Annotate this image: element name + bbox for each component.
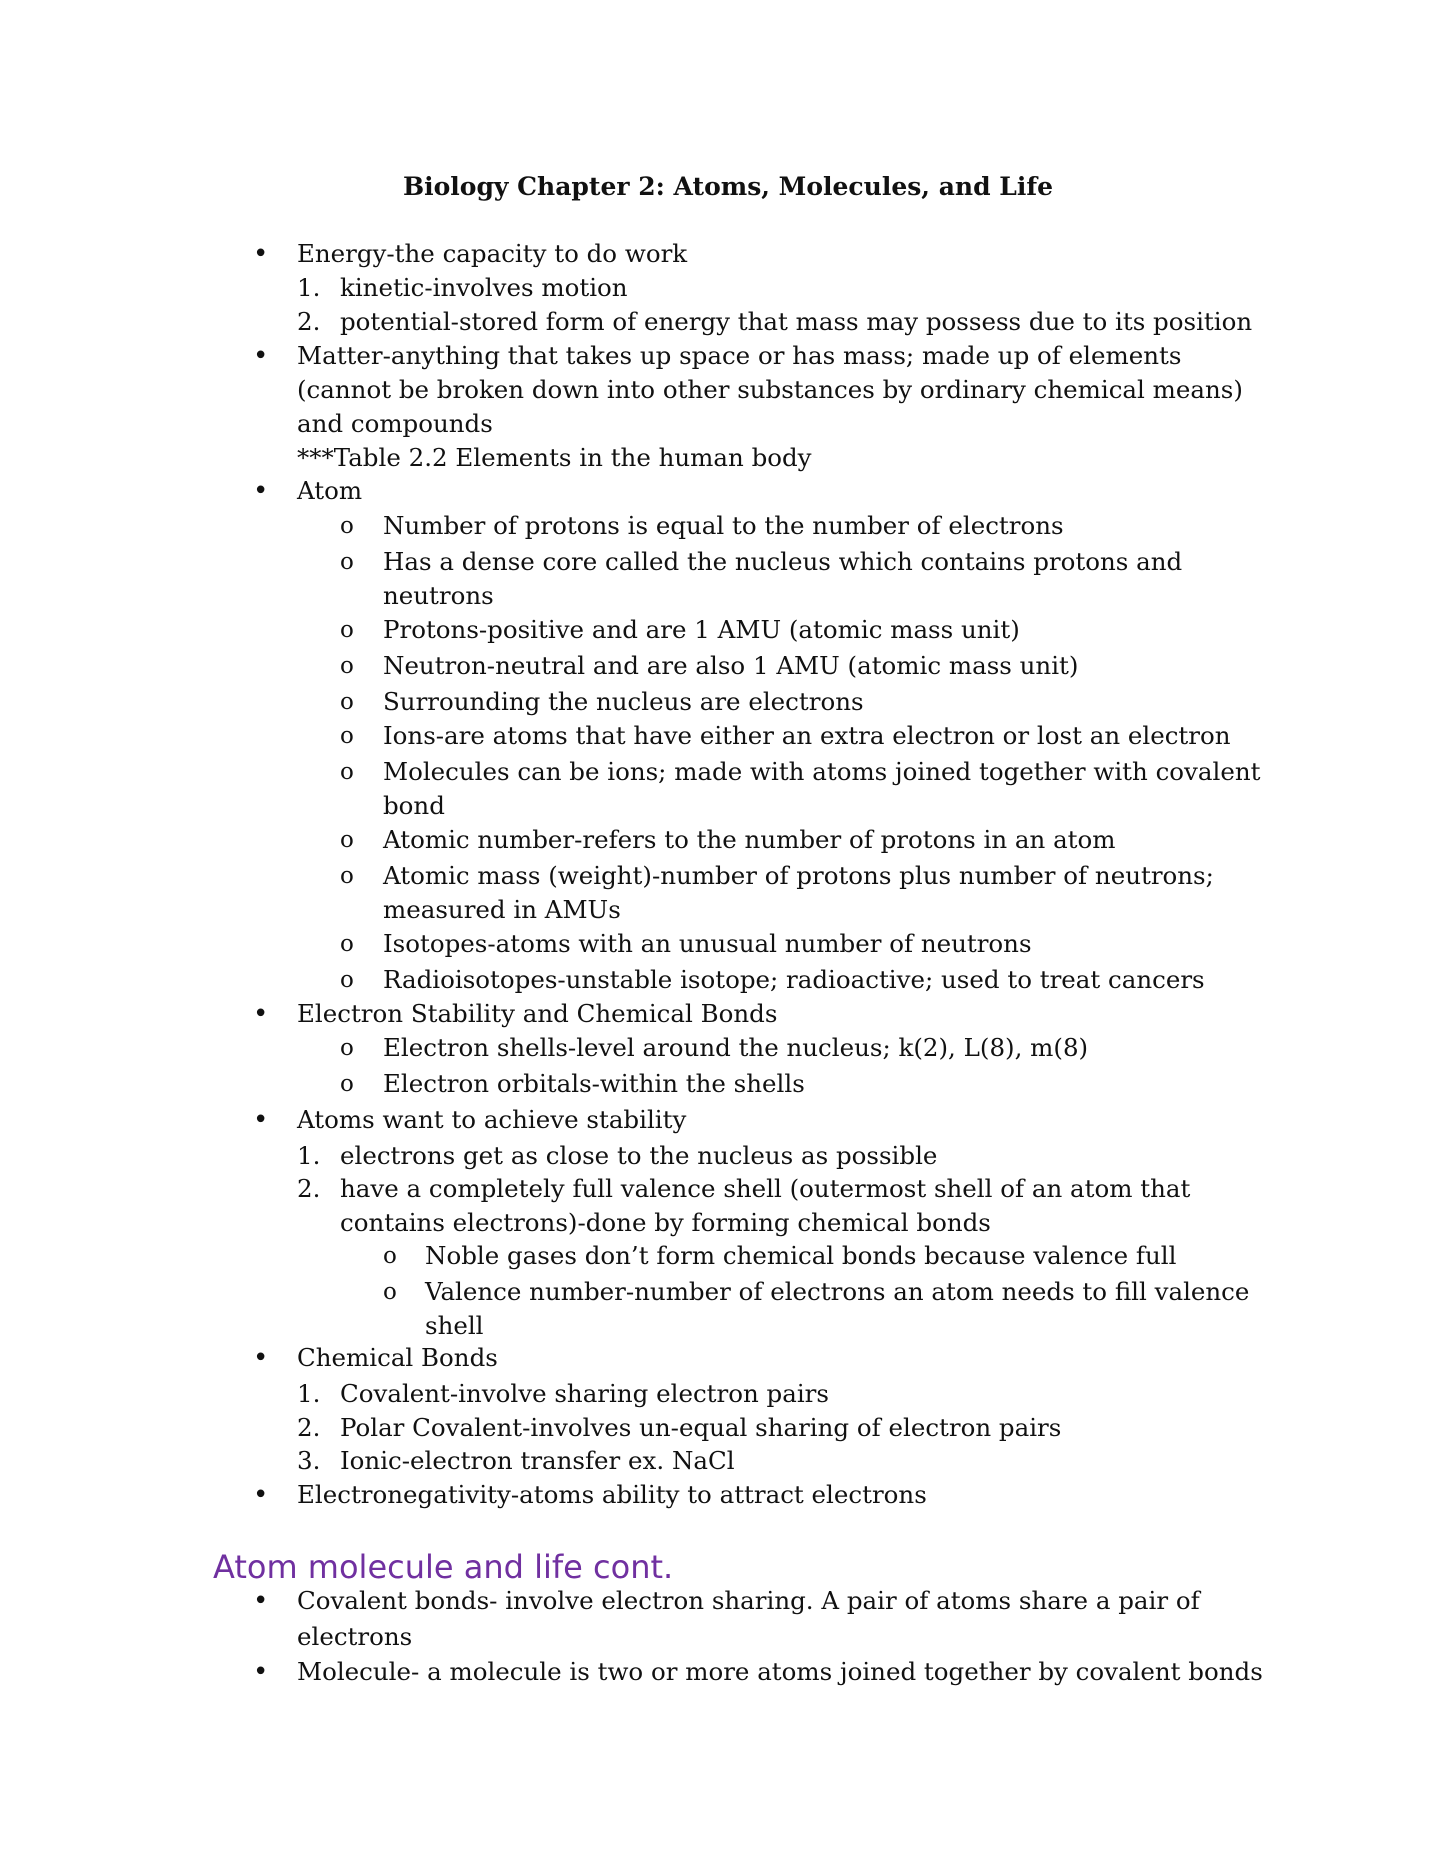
list-item-text: Number of protons is equal to the number of electrons: [383, 511, 1064, 540]
list-item-text: Atom: [297, 476, 363, 505]
sub-bullet-marker: o: [340, 689, 354, 715]
list-item-text: Covalent bonds- involve electron sharing. A pair of atoms share a pair of: [297, 1586, 1200, 1615]
list-item-text: Neutron-neutral and are also 1 AMU (atomic mass unit): [383, 651, 1079, 680]
sub-bullet-marker: o: [340, 513, 354, 539]
list-item-text: ***Table 2.2 Elements in the human body: [297, 443, 812, 472]
list-number: 1.: [297, 1379, 321, 1408]
list-item-text: and compounds: [297, 409, 493, 438]
list-item-text: electrons: [297, 1622, 413, 1651]
list-item-text: Atomic mass (weight)-number of protons plus number of neutrons;: [383, 861, 1214, 890]
list-item-text: shell: [425, 1311, 484, 1340]
list-item-text: Atomic number-refers to the number of protons in an atom: [383, 825, 1116, 854]
list-item-text: potential-stored form of energy that mass may possess due to its position: [340, 307, 1253, 336]
list-item-text: contains electrons)-done by forming chemical bonds: [340, 1208, 991, 1237]
list-item-text: Electron orbitals-within the shells: [383, 1069, 805, 1098]
list-item-text: measured in AMUs: [383, 895, 621, 924]
sub-bullet-marker: o: [340, 653, 354, 679]
sub-bullet-marker: o: [340, 723, 354, 749]
sub-bullet-marker: o: [340, 759, 354, 785]
sub-bullet-marker: o: [340, 827, 354, 853]
list-item-text: Covalent-involve sharing electron pairs: [340, 1379, 829, 1408]
list-item-text: Electron shells-level around the nucleus; k(2), L(8), m(8): [383, 1033, 1089, 1062]
list-item-text: Matter-anything that takes up space or has mass; made up of elements: [297, 341, 1182, 370]
sub-bullet-marker: o: [383, 1243, 397, 1269]
list-number: 3.: [297, 1446, 321, 1475]
list-item-text: Electronegativity-atoms ability to attract electrons: [297, 1480, 927, 1509]
list-item-text: Ions-are atoms that have either an extra electron or lost an electron: [383, 721, 1231, 750]
list-item-text: Surrounding the nucleus are electrons: [383, 687, 864, 716]
list-item-text: kinetic-involves motion: [340, 273, 628, 302]
list-item-text: Noble gases don’t form chemical bonds because valence full: [425, 1241, 1177, 1270]
section-heading: Atom molecule and life cont.: [213, 1548, 674, 1586]
bullet-marker: •: [253, 1343, 269, 1373]
bullet-marker: •: [253, 1586, 269, 1616]
sub-bullet-marker: o: [340, 1035, 354, 1061]
bullet-marker: •: [253, 1657, 269, 1687]
list-number: 2.: [297, 307, 321, 336]
list-item-text: electrons get as close to the nucleus as possible: [340, 1141, 938, 1170]
list-number: 2.: [297, 1174, 321, 1203]
list-item-text: Molecule- a molecule is two or more atoms joined together by covalent bonds: [297, 1657, 1263, 1686]
list-item-text: Polar Covalent-involves un-equal sharing of electron pairs: [340, 1413, 1062, 1442]
bullet-marker: •: [253, 999, 269, 1029]
bullet-marker: •: [253, 476, 269, 506]
sub-bullet-marker: o: [383, 1279, 397, 1305]
list-item-text: Isotopes-atoms with an unusual number of neutrons: [383, 929, 1032, 958]
list-number: 1.: [297, 273, 321, 302]
sub-bullet-marker: o: [340, 863, 354, 889]
list-item-text: Electron Stability and Chemical Bonds: [297, 999, 778, 1028]
sub-bullet-marker: o: [340, 967, 354, 993]
bullet-marker: •: [253, 239, 269, 269]
list-number: 1.: [297, 1141, 321, 1170]
list-number: 2.: [297, 1413, 321, 1442]
list-item-text: (cannot be broken down into other substances by ordinary chemical means): [297, 375, 1243, 404]
list-item-text: Atoms want to achieve stability: [297, 1105, 687, 1134]
list-item-text: Radioisotopes-unstable isotope; radioactive; used to treat cancers: [383, 965, 1205, 994]
sub-bullet-marker: o: [340, 617, 354, 643]
bullet-marker: •: [253, 341, 269, 371]
sub-bullet-marker: o: [340, 549, 354, 575]
list-item-text: bond: [383, 791, 445, 820]
list-item-text: neutrons: [383, 581, 494, 610]
list-item-text: Molecules can be ions; made with atoms joined together with covalent: [383, 757, 1261, 786]
list-item-text: Protons-positive and are 1 AMU (atomic mass unit): [383, 615, 1020, 644]
list-item-text: Valence number-number of electrons an atom needs to fill valence: [425, 1277, 1250, 1306]
sub-bullet-marker: o: [340, 931, 354, 957]
list-item-text: Ionic-electron transfer ex. NaCl: [340, 1446, 735, 1475]
list-item-text: have a completely full valence shell (outermost shell of an atom that: [340, 1174, 1191, 1203]
list-item-text: Has a dense core called the nucleus which contains protons and: [383, 547, 1183, 576]
sub-bullet-marker: o: [340, 1071, 354, 1097]
page-title: Biology Chapter 2: Atoms, Molecules, and Life: [402, 172, 1054, 201]
list-item-text: Energy-the capacity to do work: [297, 239, 688, 268]
list-item-text: Chemical Bonds: [297, 1343, 498, 1372]
bullet-marker: •: [253, 1105, 269, 1135]
bullet-marker: •: [253, 1480, 269, 1510]
